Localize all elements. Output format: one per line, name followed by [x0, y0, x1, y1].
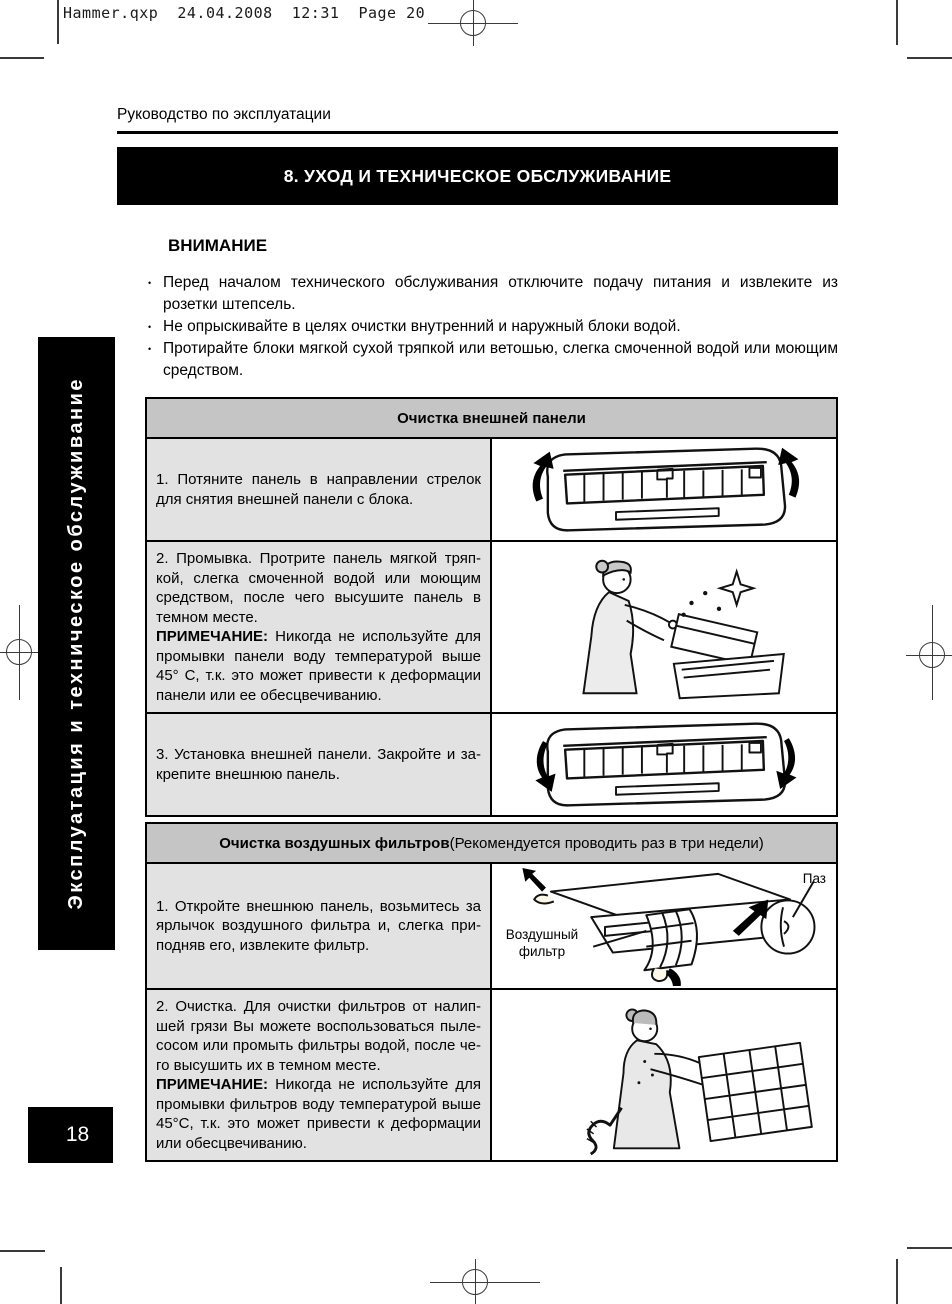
attention-bullet: • Протирайте блоки мягкой сухой тряпкой или ветошью, слегка смоченной водой или моющим средством.	[146, 338, 838, 382]
title-rule	[117, 131, 838, 134]
ac-unit-open-panel-arrows-up-illustration	[509, 442, 819, 538]
reg-mark-left-circle	[6, 639, 32, 665]
doc-title: Руководство по эксплуатации	[117, 106, 331, 123]
note-label: ПРИМЕЧАНИЕ:	[156, 628, 269, 645]
figure-cell	[492, 542, 836, 712]
table-row	[147, 864, 836, 990]
reg-mark-top-circle	[460, 10, 486, 36]
note-label: ПРИМЕЧАНИЕ:	[156, 1076, 269, 1093]
step-text-cell	[147, 714, 492, 815]
table-clean-air-filters	[145, 822, 838, 1162]
section-banner	[117, 147, 838, 205]
crop-mark-bottom-left-h	[0, 1250, 45, 1252]
section-banner-label: 8. УХОД И ТЕХНИЧЕСКОЕ ОБСЛУЖИВАНИЕ	[283, 165, 672, 186]
crop-mark-top-right-v	[896, 0, 898, 45]
crop-mark-bottom-right-v	[896, 1259, 898, 1304]
crop-mark-top-left-h	[0, 57, 44, 59]
table-clean-air-filters-header	[147, 824, 836, 864]
table-title-suffix: (Рекомендуется проводить раз в три недели)	[449, 834, 764, 852]
attention-bullet: • Не опрыскивайте в целях очистки внутренний и наружный блоки водой.	[146, 316, 838, 338]
figure-label-air-filter: Воздушный фильтр	[505, 927, 579, 959]
table-row	[147, 714, 836, 815]
chapter-sidebar-label: Эксплуатация и техническое обслуживание	[65, 377, 87, 910]
step-text: 2. Очистка. Для очистки фильтров от налипшей грязи Вы можете воспользоваться пылесосом или промыть фильтры водой, после чего высушить их в темном месте.	[156, 998, 481, 1074]
figure-label-groove: Паз	[802, 871, 826, 886]
table-clean-outer-panel	[145, 397, 838, 817]
step-text-cell	[147, 542, 492, 712]
note-text: Никогда не используйте для промывки фильтров воду температурой выше 45°С, т.к. это может привести к деформации или обесцвечиванию.	[156, 1076, 481, 1152]
attention-heading: ВНИМАНИЕ	[168, 236, 268, 255]
page-number-box	[28, 1107, 113, 1163]
crop-mark-top-right-h	[907, 57, 952, 59]
crop-mark-bottom-right-h	[907, 1247, 952, 1249]
step-text-cell	[147, 864, 492, 988]
figure-cell	[492, 864, 836, 988]
figure-cell	[492, 439, 836, 540]
table-title: Очистка воздушных фильтров	[219, 834, 450, 852]
step-note	[156, 627, 481, 705]
table-title: Очистка внешней панели	[397, 409, 586, 427]
figure-cell	[492, 990, 836, 1160]
crop-mark-top-left-v	[57, 0, 59, 44]
step-text: 3. Установка внешней панели. Закройте и закрепите внешнюю панель.	[156, 746, 481, 783]
attention-bullet: • Перед началом технического обслуживания отключите подачу питания и извлеките из розетки штепсель.	[146, 272, 838, 316]
chapter-sidebar-tab	[38, 337, 115, 950]
page-number: 18	[65, 1123, 90, 1146]
attention-bullet-list	[146, 272, 838, 382]
step-text-cell	[147, 990, 492, 1160]
reg-mark-bottom-circle	[462, 1269, 488, 1295]
note-text: Никогда не используйте для промывки панели воду температурой выше 45° С, т.к. это может привести к деформации панели или ее обесцвечиванию.	[156, 628, 481, 704]
person-washing-panel-illustration	[524, 546, 804, 708]
print-header-line: Hammer.qxp 24.04.2008 12:31 Page 20	[63, 4, 426, 22]
person-holding-air-filter-illustration	[494, 994, 834, 1156]
crop-mark-bottom-left-v	[60, 1267, 62, 1304]
table-row	[147, 990, 836, 1160]
step-text: 2. Промывка. Протрите панель мягкой тряпкой, слегка смоченной водой или моющим средством, после чего высушите панель в темном месте.	[156, 550, 481, 626]
table-row	[147, 439, 836, 542]
step-text-cell	[147, 439, 492, 540]
ac-unit-close-panel-arrows-down-illustration	[509, 717, 819, 813]
step-text: 1. Потяните панель в направлении стрелок для снятия внешней панели с блока.	[156, 471, 481, 508]
figure-cell	[492, 714, 836, 815]
step-note	[156, 1075, 481, 1153]
reg-mark-right-circle	[919, 642, 945, 668]
step-text: 1. Откройте внешнюю панель, возьмитесь за ярлычок воздушного фильтра и, слегка приподняв его, извлеките фильтр.	[156, 897, 481, 954]
table-clean-outer-panel-header	[147, 399, 836, 439]
table-row	[147, 542, 836, 714]
